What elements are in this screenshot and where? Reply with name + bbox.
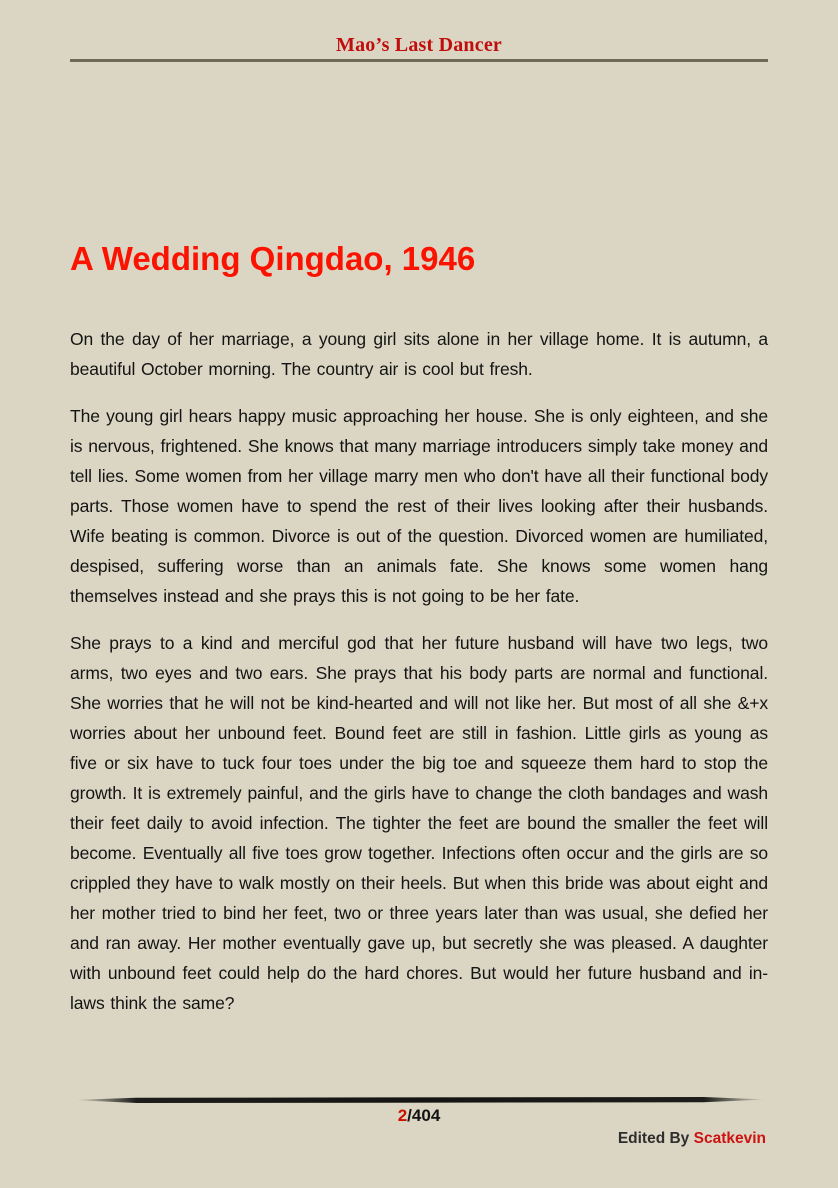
edited-by-label: Edited By bbox=[617, 1130, 694, 1147]
page-number bbox=[0, 1106, 838, 1126]
paragraph-2: The young girl hears happy music approaching her house. She is only eighteen, and she is nervous, frightened. She knows that many marriage introducers simply take money and tell lies. Some women from her village marry men who don't have all their functional body parts. Those women have to spend the rest of their lives looking after their husbands. Wife beating is common. Divorce is out of the question. Divorced women are humiliated, despised, suffering worse than an animals fate. She knows some women hang themselves instead and she prays this is not going to be her fate. bbox=[70, 406, 768, 606]
footer-divider bbox=[74, 1097, 766, 1103]
chapter-content bbox=[70, 240, 768, 1035]
chapter-title: A Wedding Qingdao, 1946 bbox=[70, 240, 476, 277]
page-number-total: 404 bbox=[411, 1106, 441, 1125]
paragraph-3: She prays to a kind and merciful god that her future husband will have two legs, two arms, two eyes and two ears. She prays that his body parts are normal and functional. She worries that he will not be kind-hearted and will not like her. But most of all she &+x worries about her unbound feet. Bound feet are still in fashion. Little girls as young as five or six have to tuck four toes under the big toe and squeeze them hard to stop the growth. It is extremely painful, and the girls have to change the cloth bandages and wash their feet daily to avoid infection. The tighter the feet are bound the smaller the feet will become. Eventually all five toes grow together. Infections often occur and the girls are so crippled they have to walk mostly on their heels. But when this bride was about eight and her mother tried to bind her feet, two or three years later than was usual, she defied her and ran away. Her mother eventually gave up, but secretly she was pleased. A daughter with unbound feet could help do the hard chores. But would her future husband and in-laws think the same? bbox=[70, 633, 768, 1013]
paragraph-1: On the day of her marriage, a young girl sits alone in her village home. It is autumn, a beautiful October morning. The country air is cool but fresh. bbox=[70, 329, 768, 379]
book-title: Mao’s Last Dancer bbox=[336, 34, 502, 56]
page-number-current: 2 bbox=[397, 1106, 408, 1125]
page-number-separator: / bbox=[407, 1106, 412, 1125]
header-divider bbox=[70, 59, 768, 62]
editor-name: Scatkevin bbox=[693, 1130, 766, 1147]
edited-by-credit bbox=[618, 1130, 766, 1148]
